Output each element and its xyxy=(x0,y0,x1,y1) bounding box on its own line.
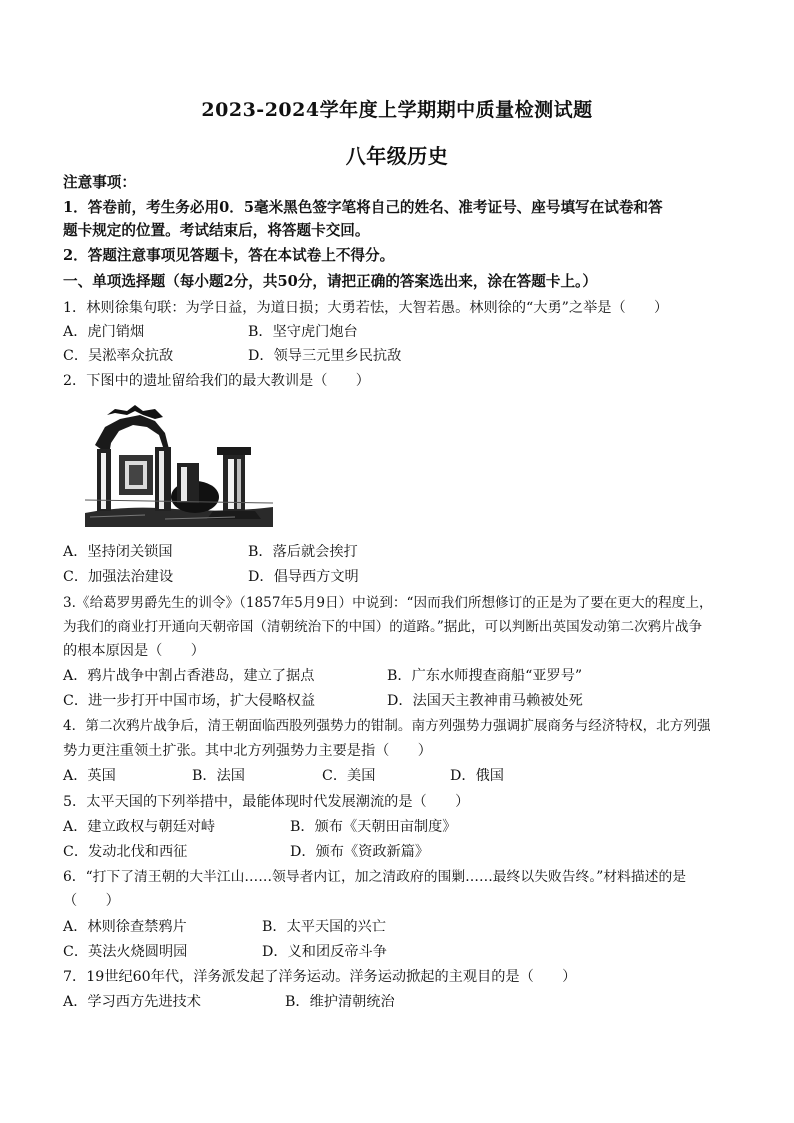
question-7-stem: 7．19世纪60年代，洋务派发起了洋务运动。洋务运动掀起的主观目的是（ ） xyxy=(63,969,577,985)
question-1-stem: 1．林则徐集句联：为学日益，为道日损；大勇若怯，大智若愚。林则徐的“大勇”之举是（ ） xyxy=(63,300,669,316)
question-4-option-d[interactable]: D．俄国 xyxy=(450,768,504,784)
question-4-option-b[interactable]: B．法国 xyxy=(192,768,245,784)
question-3-stem-line-3: 的根本原因是（ ） xyxy=(63,643,205,659)
question-1-option-a[interactable]: A．虎门销烟 xyxy=(63,324,145,340)
question-3-option-d[interactable]: D．法国天主教神甫马赖被处死 xyxy=(387,693,583,709)
question-4-stem-line-2: 势力更注重领土扩张。其中北方列强势力主要是指（ ） xyxy=(63,743,432,759)
question-3-option-c[interactable]: C．进一步打开中国市场，扩大侵略权益 xyxy=(63,693,316,709)
question-3-option-b[interactable]: B．广东水师搜查商船“亚罗号” xyxy=(387,668,583,684)
question-1-option-c[interactable]: C．吴淞率众抗敌 xyxy=(63,348,174,364)
question-4-option-a[interactable]: A．英国 xyxy=(63,768,116,784)
ruins-photo xyxy=(85,405,273,527)
notice-item-1-line-1: 1．答卷前，考生务必用0．5毫米黑色签字笔将自己的姓名、准考证号、座号填写在试卷和答 xyxy=(63,199,663,216)
question-6-stem-line-2: （ ） xyxy=(63,893,120,909)
question-5-option-c[interactable]: C．发动北伐和西征 xyxy=(63,844,188,860)
question-2-option-b[interactable]: B．落后就会挨打 xyxy=(248,544,358,560)
question-6-stem-line-1: 6．“打下了清王朝的大半江山……领导者内讧，加之清政府的围剿……最终以失败告终。”材料描述的是 xyxy=(63,869,687,885)
question-2-option-d[interactable]: D．倡导西方文明 xyxy=(248,569,359,585)
question-5-option-a[interactable]: A．建立政权与朝廷对峙 xyxy=(63,819,216,835)
question-6-option-d[interactable]: D．义和团反帝斗争 xyxy=(262,944,387,960)
question-5-option-b[interactable]: B．颁布《天朝田亩制度》 xyxy=(290,819,457,835)
exam-title: 2023-2024学年度上学期期中质量检测试题 xyxy=(201,99,593,121)
question-2-option-c[interactable]: C．加强法治建设 xyxy=(63,569,174,585)
question-7-option-a[interactable]: A．学习西方先进技术 xyxy=(63,994,201,1010)
question-4-stem-line-1: 4．第二次鸦片战争后，清王朝面临西股列强势力的钳制。南方列强势力强调扩展商务与经济特权，北方列强 xyxy=(63,718,711,734)
question-2-option-a[interactable]: A．坚持闭关锁国 xyxy=(63,544,173,560)
question-5-stem: 5．太平天国的下列举措中，最能体现时代发展潮流的是（ ） xyxy=(63,794,470,810)
question-1-option-b[interactable]: B．坚守虎门炮台 xyxy=(248,324,358,340)
question-7-option-b[interactable]: B．维护清朝统治 xyxy=(285,994,395,1010)
question-3-option-a[interactable]: A．鸦片战争中割占香港岛，建立了据点 xyxy=(63,668,315,684)
notice-item-1-line-2: 题卡规定的位置。考试结束后，将答题卡交回。 xyxy=(63,222,370,239)
question-6-option-a[interactable]: A．林则徐查禁鸦片 xyxy=(63,919,187,935)
question-1-option-d[interactable]: D．领导三元里乡民抗敌 xyxy=(248,348,402,364)
question-2-stem: 2．下图中的遗址留给我们的最大教训是（ ） xyxy=(63,373,370,389)
question-6-option-c[interactable]: C．英法火烧圆明园 xyxy=(63,944,188,960)
question-3-stem-line-2: 为我们的商业打开通向天朝帝国（清朝统治下的中国）的道路。”据此，可以判断出英国发动第二次鸦片战争 xyxy=(63,619,703,635)
exam-subtitle: 八年级历史 xyxy=(345,144,449,168)
question-3-stem-line-1: 3.《给葛罗男爵先生的训令》（1857年5月9日）中说到：“因而我们所想修订的正是为了要在更大的程度上， xyxy=(63,595,713,611)
section-1-heading: 一、单项选择题（每小题2分，共50分，请把正确的答案选出来，涂在答题卡上。） xyxy=(63,273,597,290)
question-5-option-d[interactable]: D．颁布《资政新篇》 xyxy=(290,844,430,860)
question-6-option-b[interactable]: B．太平天国的兴亡 xyxy=(262,919,386,935)
question-4-option-c[interactable]: C．美国 xyxy=(322,768,376,784)
notice-item-2: 2．答题注意事项见答题卡，答在本试卷上不得分。 xyxy=(63,247,395,264)
notice-heading: 注意事项： xyxy=(63,174,136,191)
